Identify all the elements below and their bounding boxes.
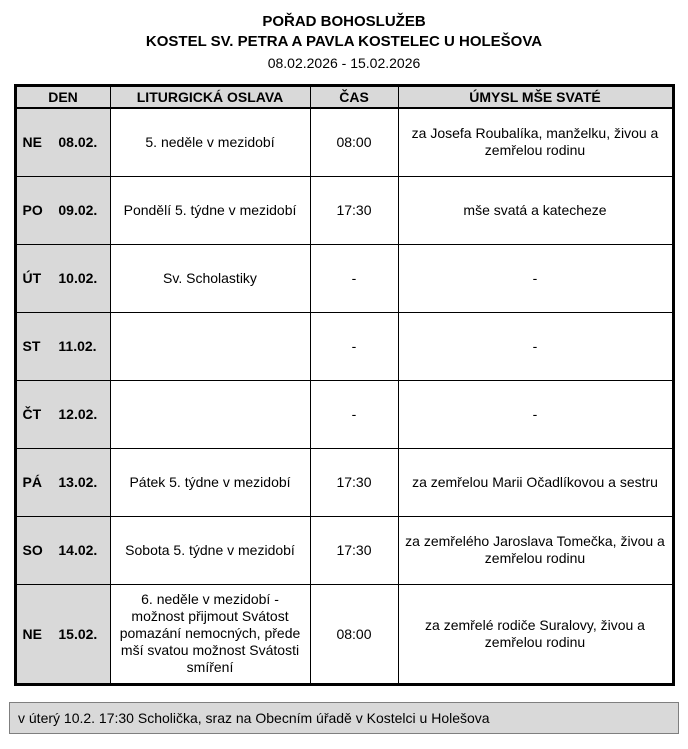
day-abbrev: ÚT bbox=[22, 270, 42, 286]
day-abbrev: ST bbox=[22, 338, 41, 354]
cell-intention: za Josefa Roubalíka, manželku, živou a zemřelou rodinu bbox=[398, 108, 673, 176]
cell-time: - bbox=[310, 312, 398, 380]
column-header-umysl: ÚMYSL MŠE SVATÉ bbox=[398, 86, 673, 109]
cell-celebration: 6. neděle v mezidobí - možnost přijmout Svátost pomazání nemocných, přede mší svatou možnost Svátosti smíření bbox=[110, 584, 310, 684]
day-abbrev: SO bbox=[22, 542, 43, 558]
page-subtitle: KOSTEL SV. PETRA A PAVLA KOSTELEC U HOLEŠOVA bbox=[145, 33, 543, 50]
cell-day bbox=[15, 380, 110, 448]
cell-intention: za zemřelého Jaroslava Tomečka, živou a zemřelou rodinu bbox=[398, 516, 673, 584]
day-abbrev: PÁ bbox=[22, 474, 42, 490]
cell-celebration: Sv. Scholastiky bbox=[110, 244, 310, 312]
day-date: 12.02. bbox=[58, 406, 98, 422]
cell-celebration: Pátek 5. týdne v mezidobí bbox=[110, 448, 310, 516]
cell-celebration: 5. neděle v mezidobí bbox=[110, 108, 310, 176]
cell-day bbox=[15, 312, 110, 380]
day-abbrev: PO bbox=[22, 202, 43, 218]
cell-time: - bbox=[310, 244, 398, 312]
table-header-row bbox=[15, 86, 673, 109]
page-title: POŘAD BOHOSLUŽEB bbox=[262, 13, 426, 30]
cell-celebration: Pondělí 5. týdne v mezidobí bbox=[110, 176, 310, 244]
cell-day bbox=[15, 516, 110, 584]
table-row bbox=[15, 448, 673, 516]
cell-celebration bbox=[110, 312, 310, 380]
day-date: 13.02. bbox=[58, 474, 98, 490]
table-row bbox=[15, 176, 673, 244]
cell-intention: - bbox=[398, 380, 673, 448]
day-date: 09.02. bbox=[58, 202, 98, 218]
footer-note: v úterý 10.2. 17:30 Scholička, sraz na Obecním úřadě v Kostelci u Holešova bbox=[9, 702, 679, 734]
cell-time: 17:30 bbox=[310, 516, 398, 584]
cell-intention: - bbox=[398, 312, 673, 380]
table-row bbox=[15, 244, 673, 312]
cell-time: 08:00 bbox=[310, 584, 398, 684]
cell-day bbox=[15, 108, 110, 176]
cell-time: 17:30 bbox=[310, 448, 398, 516]
cell-time: 17:30 bbox=[310, 176, 398, 244]
cell-celebration: Sobota 5. týdne v mezidobí bbox=[110, 516, 310, 584]
column-header-oslava: LITURGICKÁ OSLAVA bbox=[110, 86, 310, 109]
day-abbrev: NE bbox=[22, 625, 42, 642]
day-abbrev: ČT bbox=[22, 406, 42, 422]
cell-day bbox=[15, 584, 110, 684]
column-header-den: DEN bbox=[15, 86, 110, 109]
cell-time: 08:00 bbox=[310, 108, 398, 176]
day-abbrev: NE bbox=[22, 134, 42, 151]
table-row bbox=[15, 380, 673, 448]
table-row bbox=[15, 312, 673, 380]
table-row bbox=[15, 516, 673, 584]
cell-intention: za zemřelou Marii Očadlíkovou a sestru bbox=[398, 448, 673, 516]
cell-intention: mše svatá a katecheze bbox=[398, 176, 673, 244]
day-date: 10.02. bbox=[58, 270, 98, 286]
cell-intention: - bbox=[398, 244, 673, 312]
day-date: 08.02. bbox=[58, 134, 98, 151]
cell-day bbox=[15, 448, 110, 516]
column-header-cas: ČAS bbox=[310, 86, 398, 109]
day-date: 15.02. bbox=[58, 625, 98, 642]
cell-intention: za zemřelé rodiče Suralovy, živou a zemřelou rodinu bbox=[398, 584, 673, 684]
table-row bbox=[15, 584, 673, 684]
day-date: 11.02. bbox=[58, 338, 97, 354]
table-row bbox=[15, 108, 673, 176]
cell-day bbox=[15, 244, 110, 312]
cell-day bbox=[15, 176, 110, 244]
cell-celebration bbox=[110, 380, 310, 448]
page-header bbox=[0, 0, 688, 74]
date-range: 08.02.2026 - 15.02.2026 bbox=[267, 55, 421, 71]
cell-time: - bbox=[310, 380, 398, 448]
day-date: 14.02. bbox=[58, 542, 98, 558]
schedule-table bbox=[14, 84, 675, 686]
